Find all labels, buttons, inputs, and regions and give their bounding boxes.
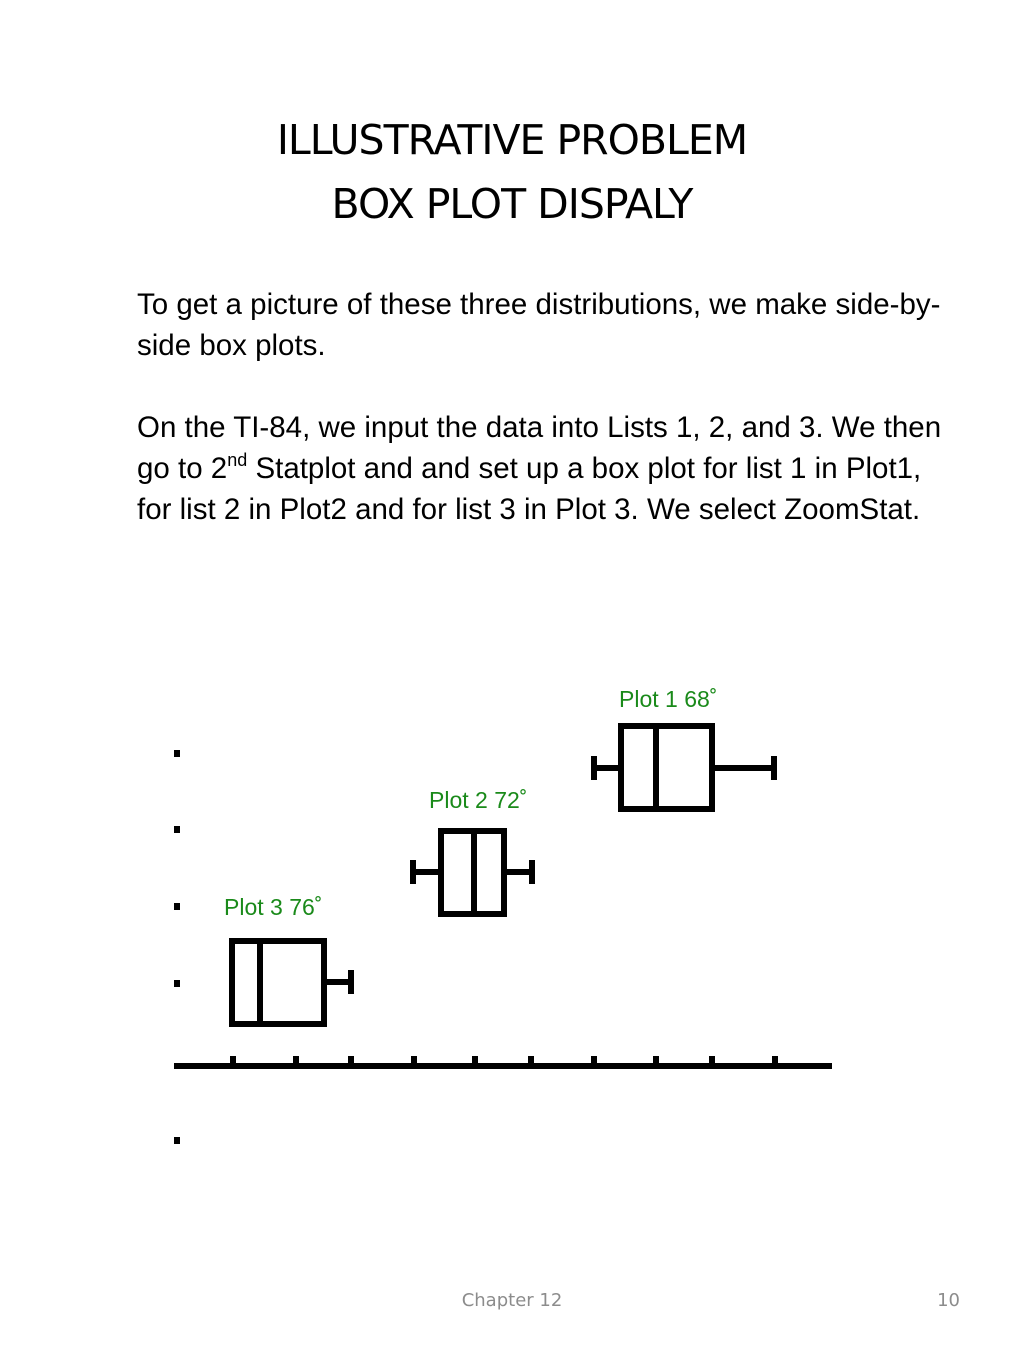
paragraph-1: To get a picture of these three distributions, we make side-by-side box plots. (137, 288, 941, 362)
bullet-marker (174, 980, 180, 987)
plot-1-box (594, 726, 774, 809)
axis-tick (472, 1056, 478, 1066)
axis-tick (772, 1056, 778, 1066)
body-text (137, 284, 957, 571)
axis-tick (591, 1056, 597, 1066)
axis-tick (293, 1056, 299, 1066)
plot-2-box (413, 831, 532, 914)
paragraph-2-part-1: On the TI-84, we input the data into Lists 1, 2, and 3. We then go to 2 (137, 411, 942, 485)
plot-3-label: Plot 3 76˚ (224, 894, 323, 920)
axis-tick (348, 1056, 354, 1066)
axis-tick (709, 1056, 715, 1066)
plot-3-box (232, 941, 351, 1024)
paragraph-2-part-2: Statplot and and set up a box plot for list 1 in Plot1, for list 2 in Plot2 and for list 3 in Plot 3. We select ZoomStat. (137, 452, 922, 526)
footer-chapter: Chapter 12 (461, 1290, 563, 1311)
bullet-marker (174, 1137, 180, 1144)
paragraph-2 (137, 407, 957, 530)
bullet-marker (174, 750, 180, 757)
footer-page-number: 10 (937, 1290, 960, 1311)
axis-tick (411, 1056, 417, 1066)
axis-tick (528, 1056, 534, 1066)
title-line-1: ILLUSTRATIVE PROBLEM (276, 116, 748, 164)
axis-tick (653, 1056, 659, 1066)
slide-title (0, 108, 1024, 236)
bullet-marker (174, 826, 180, 833)
plot-2-label: Plot 2 72˚ (429, 787, 528, 813)
bullet-marker (174, 903, 180, 910)
title-line-2: BOX PLOT DISPALY (331, 180, 693, 228)
plot-1-label: Plot 1 68˚ (619, 686, 718, 712)
axis-tick (230, 1056, 236, 1066)
box-plot-figure (0, 660, 1024, 1180)
ordinal-superscript: nd (227, 450, 248, 470)
horizontal-axis (174, 1056, 832, 1066)
